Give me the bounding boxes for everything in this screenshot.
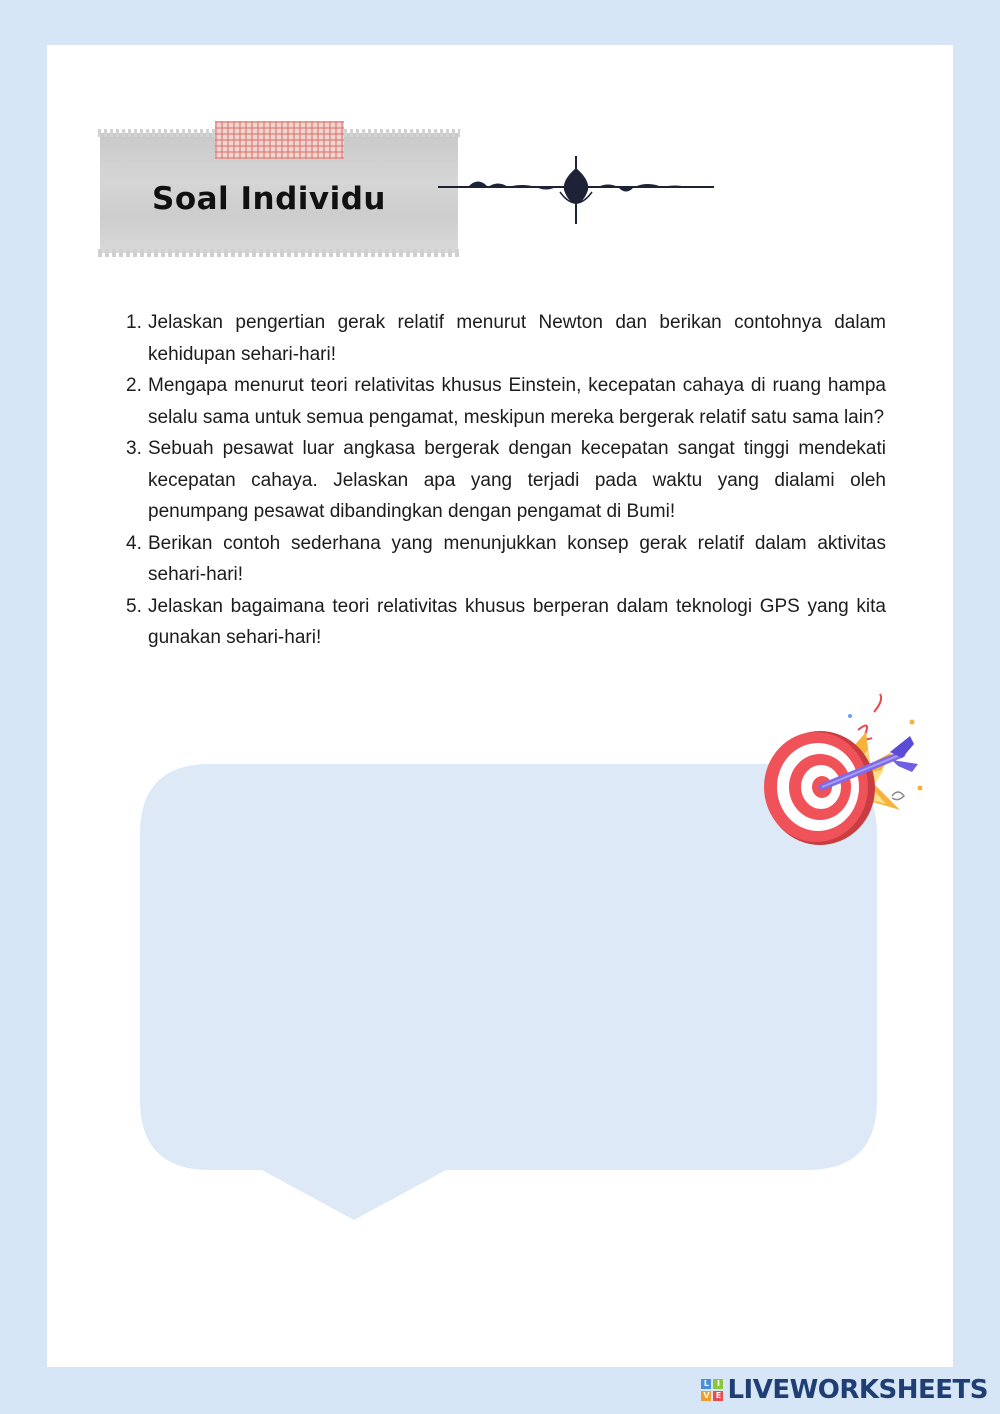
question-number: 2. [126,375,142,396]
question-number: 1. [126,312,142,333]
question-text: Jelaskan bagaimana teori relativitas khusus berperan dalam teknologi GPS yang kita gunakan sehari-hari! [148,595,886,648]
worksheet-title: Soal Individu [152,181,386,217]
logo-letter: L [701,1379,711,1389]
question-number: 3. [126,438,142,459]
brand-name: LIVEWORKSHEETS [727,1375,988,1405]
question-text: Jelaskan pengertian gerak relatif menurut Newton dan berikan contohnya dalam kehidupan sehari-hari! [148,312,886,365]
logo-letter: I [713,1379,723,1389]
question-number: 5. [126,595,142,617]
ornamental-divider-icon [438,154,716,226]
question-number: 4. [126,532,142,554]
question-text: Berikan contoh sederhana yang menunjukkan konsep gerak relatif dalam aktivitas sehari-hari! [148,532,886,585]
question-item [126,307,886,370]
question-text: Sebuah pesawat luar angkasa bergerak dengan kecepatan sangat tinggi mendekati kecepatan cahaya. Jelaskan apa yang terjadi pada waktu yang dialami oleh penumpang pesawat dibandingkan dengan pengamat di Bumi! [148,438,886,522]
question-item [126,433,886,528]
target-dart-icon [762,692,928,850]
question-item [126,370,886,433]
liveworksheets-brand [701,1375,988,1405]
question-list [126,307,886,654]
logo-letter: V [703,1391,710,1400]
pink-washi-tape [215,121,344,159]
question-item [126,591,886,654]
logo-letter: E [713,1391,723,1401]
question-text: Mengapa menurut teori relativitas khusus Einstein, kecepatan cahaya di ruang hampa selalu sama untuk semua pengamat, meskipun mereka bergerak relatif satu sama lain? [148,375,886,428]
liveworksheets-logo-icon [701,1379,723,1401]
question-item [126,528,886,591]
